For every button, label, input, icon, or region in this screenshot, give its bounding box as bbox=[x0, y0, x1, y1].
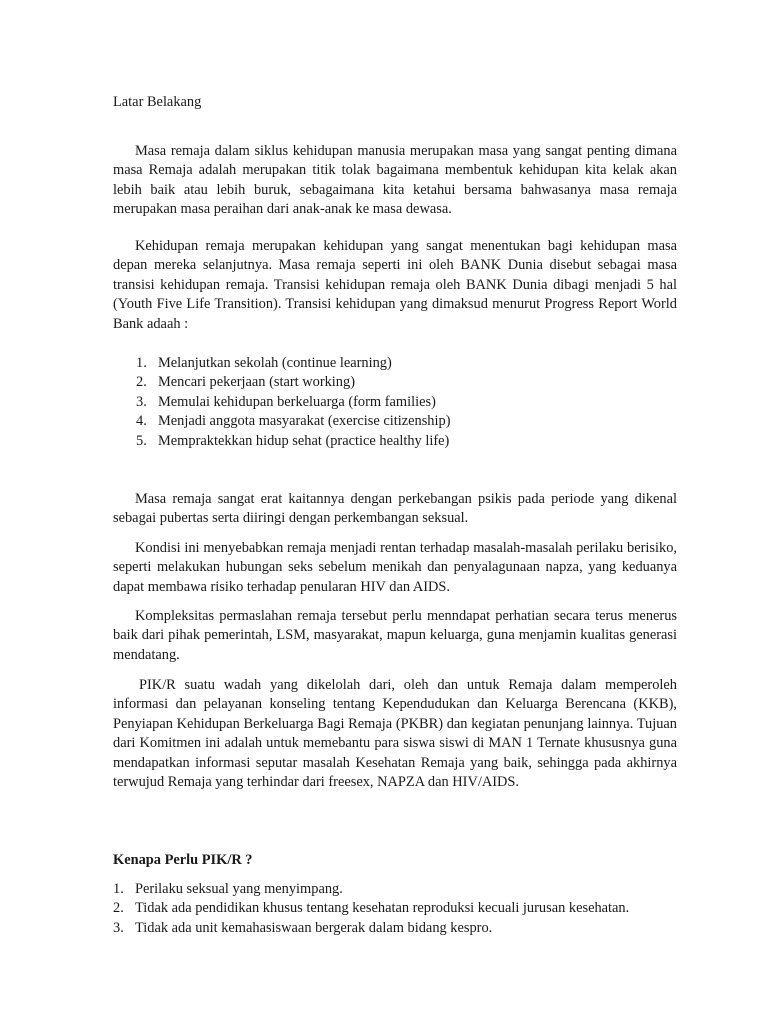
list-number: 3. bbox=[113, 919, 124, 936]
list-item bbox=[136, 432, 451, 451]
list-text: Perilaku seksual yang menyimpang. bbox=[135, 881, 343, 897]
paragraph-1: Masa remaja dalam siklus kehidupan manusia merupakan masa yang sangat penting dimana masa Remaja adalah merupakan titik tolak bagaimana membentuk kehidupan kita kelak akan lebih baik atau lebih buruk, sebagaimana kita ketahui bersama bahwasanya masa remaja merupakan masa peraihan dari anak-anak ke masa dewasa. bbox=[113, 143, 677, 218]
paragraph-3: Masa remaja sangat erat kaitannya dengan perkebangan psikis pada periode yang dikenal sebagai pubertas serta diiringi dengan perkembangan seksual. bbox=[113, 491, 677, 527]
paragraph-4: Kondisi ini menyebabkan remaja menjadi rentan terhadap masalah-masalah perilaku berisiko, seperti melakukan hubungan seks sebelum menikah dan penyalagunaan napza, yang keduanya dapat membawa risiko terhadap penularan HIV dan AIDS. bbox=[113, 540, 677, 595]
list-text: Mempraktekkan hidup sehat (practice healthy life) bbox=[158, 432, 450, 449]
transition-list bbox=[136, 354, 451, 451]
section-title: Latar Belakang bbox=[113, 94, 202, 110]
list-text: Memulai kehidupan berkeluarga (form families) bbox=[158, 393, 436, 410]
list-item bbox=[113, 899, 629, 918]
list-text: Menjadi anggota masyarakat (exercise citizenship) bbox=[158, 413, 451, 430]
list-text: Tidak ada pendidikan khusus tentang kesehatan reproduksi kecuali jurusan kesehatan. bbox=[135, 900, 630, 917]
list-text: Melanjutkan sekolah (continue learning) bbox=[158, 355, 392, 371]
reason-list bbox=[113, 880, 629, 938]
section-heading: Kenapa Perlu PIK/R ? bbox=[113, 852, 253, 868]
list-item bbox=[136, 412, 451, 431]
list-number: 3. bbox=[136, 393, 147, 410]
paragraph-2: Kehidupan remaja merupakan kehidupan yang sangat menentukan bagi kehidupan masa depan mereka selanjutnya. Masa remaja seperti ini oleh BANK Dunia disebut sebagai masa transisi kehidupan remaja. Transisi kehidupan remaja oleh BANK Dunia dibagi menjadi 5 hal (Youth Five Life Transition). Transisi kehidupan yang dimaksud menurut Progress Report World Bank adaah : bbox=[113, 238, 677, 332]
list-number: 1. bbox=[136, 355, 147, 371]
list-item bbox=[136, 354, 451, 373]
list-item bbox=[113, 880, 629, 899]
paragraph-5: Kompleksitas permaslahan remaja tersebut perlu menndapat perhatian secara terus menerus baik dari pihak pemerintah, LSM, masyarakat, mapun keluarga, guna menjamin kualitas generasi mendatang. bbox=[113, 608, 677, 663]
list-number: 2. bbox=[136, 374, 147, 391]
list-item bbox=[136, 373, 451, 392]
paragraph-6: PIK/R suatu wadah yang dikelolah dari, oleh dan untuk Remaja dalam memperoleh informasi dan pelayanan konseling tentang Kependudukan dan Keluarga Berencana (KKB), Penyiapan Kehidupan Berkeluarga Bagi Remaja (PKBR) dan kegiatan penunjang lainnya. Tujuan dari Komitmen ini adalah untuk memebantu para siswa siswi di MAN 1 Ternate khususnya guna mendapatkan informasi seputar masalah Kesehatan Remaja yang baik, sehingga pada akhirnya terwujud Remaja yang terhindar dari freesex, NAPZA dan HIV/AIDS. bbox=[113, 677, 677, 791]
list-item bbox=[113, 919, 629, 938]
list-number: 5. bbox=[136, 432, 147, 449]
list-number: 4. bbox=[136, 413, 147, 430]
list-item bbox=[136, 393, 451, 412]
list-text: Mencari pekerjaan (start working) bbox=[158, 374, 355, 391]
list-number: 2. bbox=[113, 900, 124, 917]
list-number: 1. bbox=[113, 881, 124, 897]
list-text: Tidak ada unit kemahasiswaan bergerak dalam bidang kespro. bbox=[135, 919, 493, 936]
